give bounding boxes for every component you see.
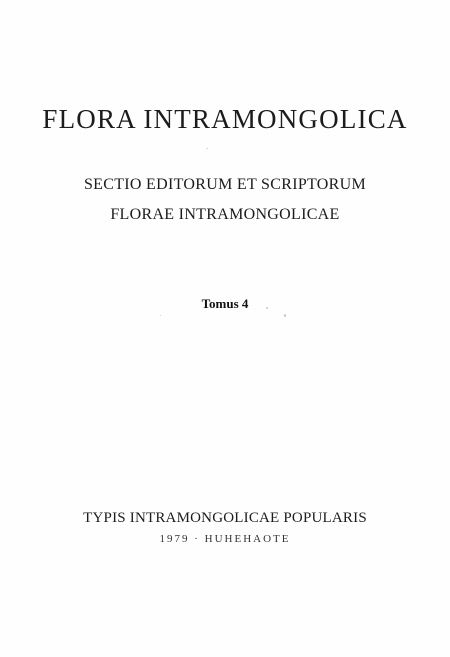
print-speck <box>284 314 286 317</box>
print-speck <box>266 307 268 309</box>
imprint-year-place: 1979 · HUHEHAOTE <box>159 533 291 545</box>
book-title: FLORA INTRAMONGOLICA <box>42 104 408 134</box>
print-speck <box>206 148 208 149</box>
editorial-section-line-1: SECTIO EDITORUM ET SCRIPTORUM <box>83 176 367 193</box>
volume-number: Tomus 4 <box>201 296 249 311</box>
print-speck <box>160 315 161 316</box>
editorial-section-line-2: FLORAE INTRAMONGOLICAE <box>110 206 340 223</box>
publisher-name: TYPIS INTRAMONGOLICAE POPULARIS <box>83 510 367 526</box>
